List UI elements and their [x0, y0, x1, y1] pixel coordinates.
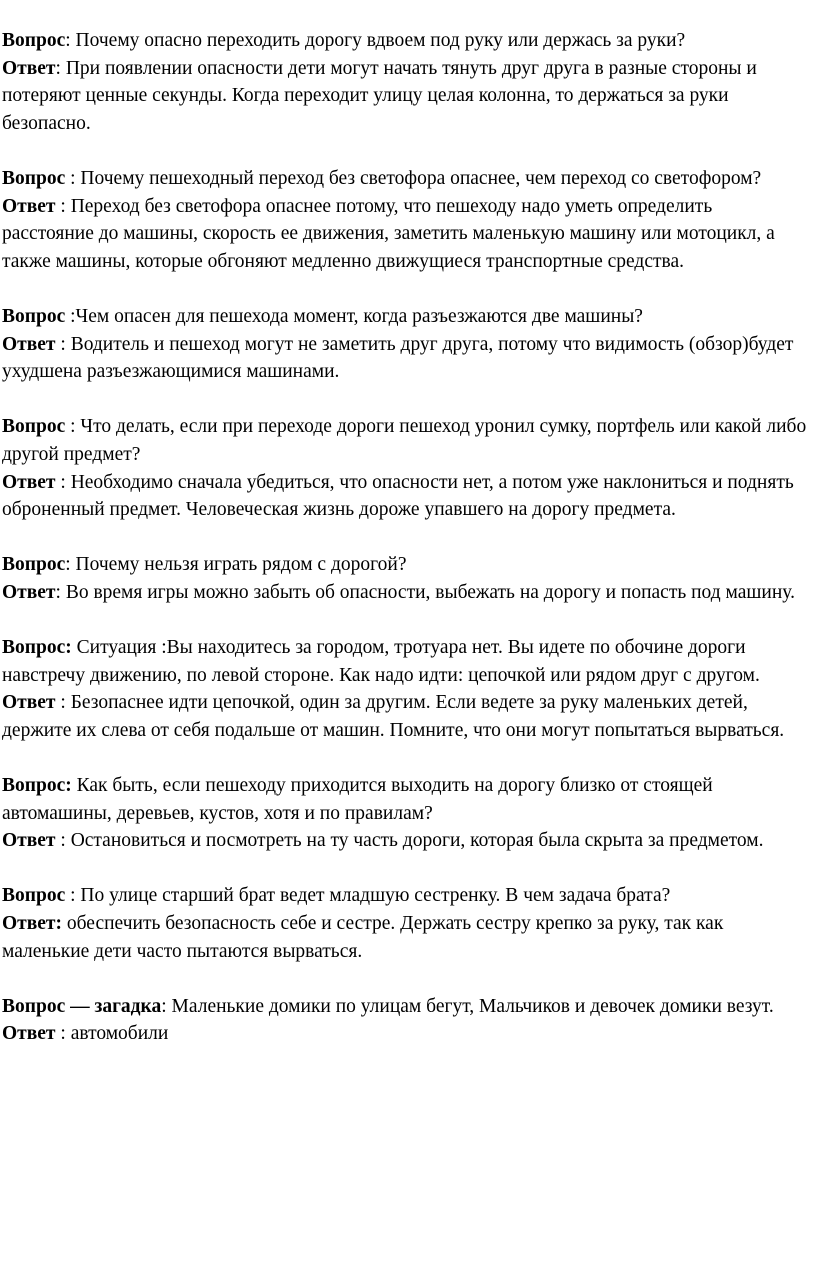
question: [2, 27, 808, 55]
separator: :: [55, 333, 71, 355]
question-label: Вопрос: [2, 305, 66, 327]
qa-block: [2, 413, 808, 523]
answer-text: Остановиться и посмотреть на ту часть дороги, которая была скрыта за предметом.: [70, 830, 764, 852]
qa-block: [2, 27, 808, 137]
question: [2, 551, 808, 579]
question-text: Почему опасно переходить дорогу вдвоем под руку или держась за руки?: [75, 30, 686, 51]
answer-label: Ответ: [2, 830, 56, 852]
answer-text: Необходимо сначала убедиться, что опасности нет, а потом уже наклониться и поднять оброненный предмет. Человеческая жизнь дороже упавшего на дорогу предмета.: [2, 471, 794, 521]
answer-text: При появлении опасности дети могут начать тянуть друг друга в разные стороны и потеряют ценные секунды. Когда переходит улицу целая колонна, то держаться за руки безопасно.: [2, 57, 757, 134]
question-text: По улице старший брат ведет младшую сестренку. В чем задача брата?: [80, 885, 671, 907]
qa-block: [2, 882, 808, 965]
answer-text: Переход без светофора опаснее потому, что пешеходу надо уметь определить расстояние до машины, скорость ее движения, заметить маленькую машину или мотоцикл, а также машины, которые обгоняют медленно движущиеся транспортные средства.: [2, 195, 775, 272]
answer: [2, 193, 808, 276]
answer-label: Ответ: [2, 57, 56, 79]
separator: :: [65, 554, 76, 576]
separator: :: [55, 692, 71, 714]
question-text: Ситуация :Вы находитесь за городом, тротуара нет. Вы идете по обочине дороги навстречу движению, по левой стороне. Как надо идти: цепочкой или рядом друг с другом.: [2, 637, 760, 686]
question: [2, 303, 808, 331]
question: [2, 882, 808, 910]
question-text: Маленькие домики по улицам бегут, Мальчиков и девочек домики везут.: [171, 995, 774, 1017]
question-label: Вопрос: [2, 167, 66, 189]
answer: [2, 1020, 808, 1048]
question-label: Вопрос: [2, 416, 66, 438]
question-label: Вопрос:: [2, 775, 72, 797]
answer-label: Ответ: [2, 471, 56, 493]
separator: :: [55, 581, 66, 603]
separator: :: [55, 471, 71, 493]
separator: :: [65, 416, 81, 438]
question-text: Чем опасен для пешехода момент, когда разъезжаются две машины?: [75, 305, 643, 327]
question-label: Вопрос: [2, 30, 66, 51]
answer-text: автомобили: [70, 1023, 169, 1045]
question-text: Почему пешеходный переход без светофора опаснее, чем переход со светофором?: [80, 167, 762, 189]
separator: :: [65, 167, 81, 189]
separator: :: [65, 885, 81, 907]
separator: :: [161, 995, 172, 1017]
question: [2, 413, 808, 468]
answer-label: Ответ: [2, 1023, 56, 1045]
answer-text: Водитель и пешеход могут не заметить друг друга, потому что видимость (обзор)будет ухудшена разъезжающимися машинами.: [2, 333, 794, 383]
question: [2, 993, 808, 1021]
answer: [2, 55, 808, 138]
qa-block: [2, 551, 808, 606]
answer: [2, 469, 808, 524]
separator: :: [55, 1023, 71, 1045]
answer-label: Ответ: [2, 195, 56, 217]
answer-text: Безопаснее идти цепочкой, один за другим. Если ведете за руку маленьких детей, держите их слева от себя подальше от машин. Помните, что они могут попытаться вырваться.: [2, 692, 785, 741]
question-label: Вопрос: [2, 885, 66, 907]
separator: :: [65, 30, 76, 51]
answer-label: Ответ: [2, 581, 56, 603]
question-label: Вопрос — загадка: [2, 995, 162, 1017]
answer: [2, 331, 808, 386]
qa-block: [2, 303, 808, 386]
separator: :: [55, 57, 66, 79]
qa-block: [2, 993, 808, 1048]
qa-block: [2, 634, 808, 744]
answer-text: Во время игры можно забыть об опасности, выбежать на дорогу и попасть под машину.: [65, 581, 795, 603]
answer: [2, 689, 808, 744]
qa-block: [2, 772, 808, 855]
question: [2, 634, 808, 689]
qa-block: [2, 165, 808, 275]
question-text: Что делать, если при переходе дороги пешеход уронил сумку, портфель или какой либо другой предмет?: [2, 416, 807, 465]
answer-label: Ответ: [2, 692, 56, 714]
answer-label: Ответ: [2, 333, 56, 355]
answer-text: обеспечить безопасность себе и сестре. Держать сестру крепко за руку, так как маленькие дети часто пытаются вырваться.: [2, 913, 724, 962]
question: [2, 772, 808, 827]
answer: [2, 910, 808, 965]
separator: :: [65, 305, 76, 327]
question-label: Вопрос:: [2, 637, 72, 659]
answer-label: Ответ:: [2, 913, 63, 934]
question-text: Почему нельзя играть рядом с дорогой?: [75, 554, 407, 576]
question: [2, 165, 808, 193]
answer: [2, 579, 808, 607]
question-text: Как быть, если пешеходу приходится выходить на дорогу близко от стоящей автомашины, деревьев, кустов, хотя и по правилам?: [2, 775, 713, 824]
answer: [2, 827, 808, 855]
separator: :: [55, 830, 71, 852]
question-label: Вопрос: [2, 554, 66, 576]
separator: :: [55, 195, 71, 217]
